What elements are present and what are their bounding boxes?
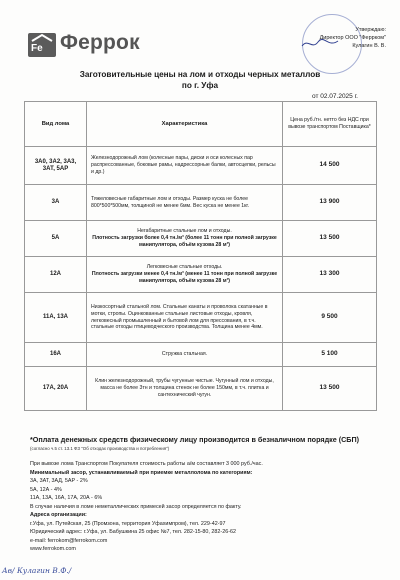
column-header: Цена руб./тн. нетто без НДС при вывозе транспортом Поставщика* — [283, 102, 377, 147]
title-line: Заготовительные цены на лом и отходы черных металлов — [79, 70, 321, 79]
description-cell — [87, 221, 283, 257]
table-row — [25, 147, 377, 185]
description-cell — [87, 147, 283, 185]
description-bold: Плотность загрузки более 0,4 тн./м³ (более 11 тонн при полной загрузке манипулятора, объём кузова 28 м³) — [92, 235, 277, 248]
info-line: Юридический адрес: г.Уфа, ул. Бабушкина 25 офис №7, тел. 282-15-80, 282-26-62 — [30, 529, 236, 535]
description-cell — [87, 343, 283, 367]
description-cell — [87, 293, 283, 343]
table-row — [25, 293, 377, 343]
grade-cell: 12А — [25, 257, 87, 293]
description-text: Клин железнодорожный, трубы чугунные чистые. Чугунный лом и отходы, масса не более 3тн и толщина стенок не более 150мм, в т.ч. плитка и сантехнический чугун. — [95, 378, 274, 398]
info-line: Минимальный засор, устанавливаемый при приемке металлолома по категориям: — [30, 469, 253, 476]
price-cell: 13 500 — [283, 221, 377, 257]
grade-cell: 16А — [25, 343, 87, 367]
director-signature — [300, 38, 340, 50]
description-text: Железнодорожный лом (колесные пары, диски и оси колесных пар распрессованные, боковые рамы, надрессорные балки, автосцепки, рельсы и др.) — [91, 155, 276, 175]
grade-cell: 5А — [25, 221, 87, 257]
description-text: Легковесные стальные отходы. — [146, 264, 223, 271]
logo-mark — [28, 33, 56, 57]
description-text: Стружка стальная. — [161, 351, 208, 358]
table-row — [25, 367, 377, 411]
document-title — [40, 69, 360, 91]
description-cell — [87, 185, 283, 221]
description-bold: Плотность загрузки менее 0,4 тн./м³ (менее 11 тонн при полной загрузке манипулятора, объём кузова 28 м³) — [91, 271, 278, 284]
document-date: от 02.07.2025 г. — [312, 93, 358, 100]
info-line: 3А, 3АТ, 3АД, 5АР - 2% — [30, 478, 88, 484]
approval-line: Директор ООО "Феррком" — [319, 35, 386, 41]
logo-letters: Fe — [31, 43, 43, 54]
column-header: Характеристика — [87, 102, 283, 147]
brand-name: Феррок — [60, 31, 140, 54]
email-link[interactable]: e-mail: ferrokom@ferrokom.com — [30, 537, 108, 544]
table-row — [25, 185, 377, 221]
grade-cell: 3А0, 3А2, 3А3, 3АТ, 5АР — [25, 147, 87, 185]
table-row — [25, 343, 377, 367]
table-row — [25, 221, 377, 257]
handwritten-signature: Ав/ Кулагин В.Ф./ — [2, 566, 72, 575]
title-line: по г. Уфа — [181, 81, 219, 90]
table-header-row — [25, 102, 377, 147]
info-line: В случае наличия в ломе неметаллических примесей засор определяется по факту. — [30, 503, 242, 510]
price-cell: 13 300 — [283, 257, 377, 293]
price-table — [24, 101, 377, 411]
info-line: 5А, 12А - 4% — [30, 486, 62, 493]
website-link[interactable]: www.ferrokom.com — [30, 546, 76, 552]
price-cell: 13 500 — [283, 367, 377, 411]
grade-cell: 3А — [25, 185, 87, 221]
price-cell: 9 500 — [283, 293, 377, 343]
price-cell: 5 100 — [283, 343, 377, 367]
info-block — [30, 460, 360, 554]
description-cell — [87, 257, 283, 293]
approval-line: Утверждаю: — [355, 27, 386, 33]
description-text: Негабаритные стальные лом и отходы. — [137, 228, 232, 235]
grade-cell: 17А, 20А — [25, 367, 87, 411]
info-line: Адреса организации: — [30, 512, 87, 518]
info-line: 11А, 13А, 16А, 17А, 20А - 6% — [30, 495, 103, 501]
info-line: г.Уфа, ул. Путейская, 25 (Промзона, территория Уфахимпром), тел. 229-42-97 — [30, 520, 226, 527]
approval-line: Кулагин В. В. — [352, 43, 386, 49]
grade-cell: 11А, 13А — [25, 293, 87, 343]
price-cell: 14 500 — [283, 147, 377, 185]
description-text: Тяжеловесные габаритные лом и отходы. Размер куска не более 800*500*500мм, толщиной не менее 6мм. Вес куска не менее 1кг. — [91, 195, 250, 209]
payment-note-reference: (согласно ч.5 ст. 13.1 ФЗ "Об отходах производства и потребления") — [30, 446, 170, 451]
description-cell — [87, 367, 283, 411]
info-line: При вывозе лома Транспортом Покупателя стоимость работы а/м составляет 3 000 руб./час. — [30, 461, 263, 467]
table-row — [25, 257, 377, 293]
price-cell: 13 900 — [283, 185, 377, 221]
description-text: Низкосортный стальной лом. Стальные канаты и проволока скатанные в мотки, стропы. Оцинкованные стальные листовые отходы, кровля, легковесный промышленный и бытовой лом для прессования, в т.ч. стальные отходы птицеводческого производства. Толщина менее 4мм. — [91, 303, 268, 331]
payment-note: *Оплата денежных средств физическому лицу производится в безналичном порядке (СБП) — [30, 435, 360, 444]
column-header: Вид лома — [25, 102, 87, 147]
